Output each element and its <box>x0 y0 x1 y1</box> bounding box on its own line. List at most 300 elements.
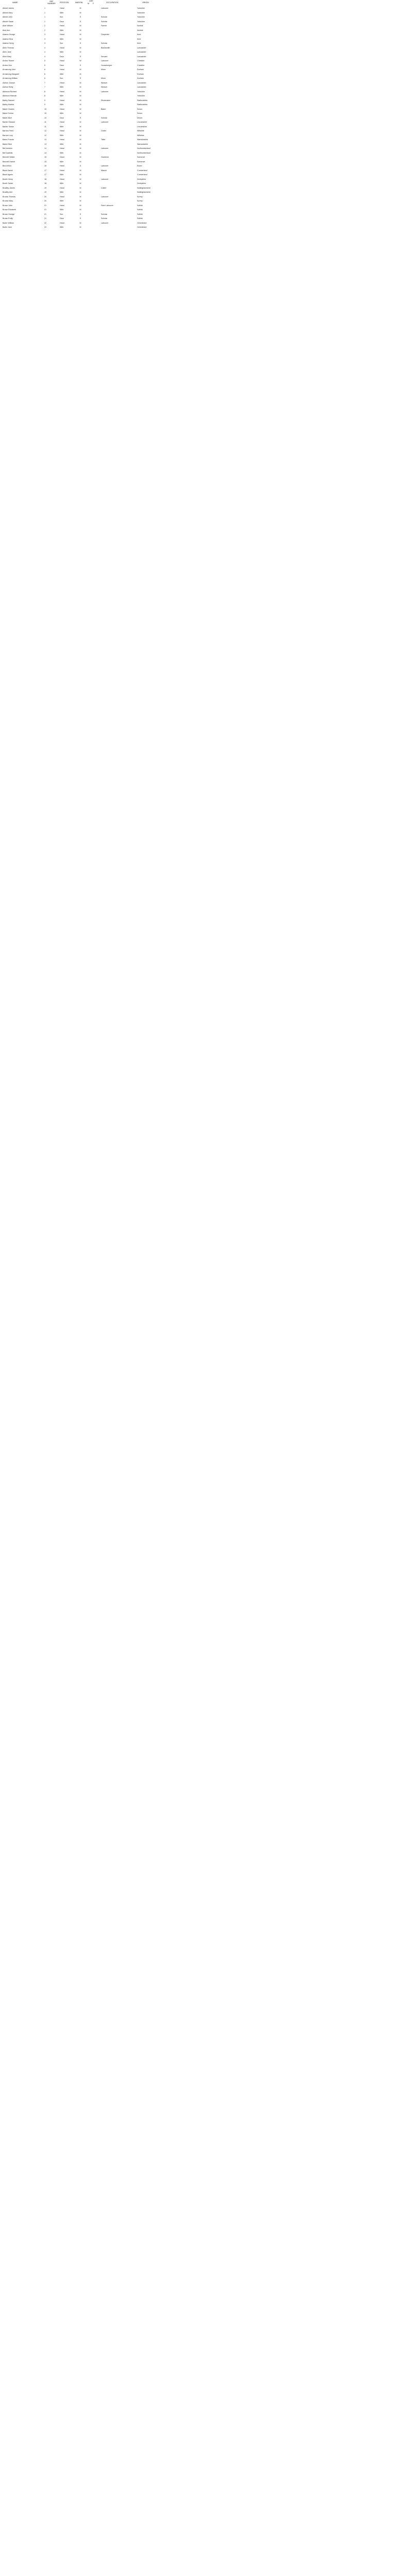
cell-origin: Devon <box>137 108 143 110</box>
cell-marital: M <box>79 38 81 40</box>
cell-origin: Essex <box>137 165 142 167</box>
cell-position: Wife <box>60 51 64 53</box>
cell-position: Head <box>60 222 64 224</box>
cell-marital: M <box>79 125 81 128</box>
header-age-m: M <box>88 3 89 5</box>
table-row <box>0 20 420 24</box>
cell-origin: Warwickshire <box>137 143 148 145</box>
cell-occupation: Scholar <box>101 16 108 18</box>
cell-origin: Northumberland <box>137 147 150 149</box>
table-row <box>0 85 420 90</box>
cell-marital: M <box>79 151 81 154</box>
cell-origin: Suffolk <box>137 213 143 215</box>
cell-marital: M <box>79 81 81 84</box>
cell-name: Brown John <box>3 204 12 207</box>
cell-name: Barker Susan <box>3 125 14 128</box>
cell-name: Bates Francis <box>3 139 14 141</box>
cell-ref: 12 <box>44 130 46 132</box>
cell-origin: Yorkshire <box>137 95 145 97</box>
cell-position: Son <box>60 42 63 44</box>
cell-ref: 11 <box>44 121 46 123</box>
cell-occupation: Labourer <box>101 90 109 93</box>
cell-occupation: Blacksmith <box>101 46 110 49</box>
cell-origin: Wiltshire <box>137 130 144 132</box>
cell-ref: 2 <box>44 29 45 31</box>
cell-name: Bell Andrew <box>3 147 12 149</box>
cell-name: Bradley James <box>3 187 15 189</box>
cell-origin: Durham <box>137 77 144 79</box>
cell-ref: 6 <box>44 73 45 75</box>
cell-marital: M <box>79 191 81 193</box>
cell-occupation: Scholar <box>101 20 108 23</box>
cell-position: Wife <box>60 174 64 176</box>
cell-marital: M <box>79 187 81 189</box>
cell-position: Wife <box>60 200 64 202</box>
cell-occupation: Labourer <box>101 7 109 9</box>
table-row <box>0 46 420 50</box>
cell-ref: 8 <box>44 90 45 93</box>
cell-marital: M <box>79 29 81 31</box>
cell-origin: Lancashire <box>137 86 146 88</box>
cell-position: Wife <box>60 143 64 145</box>
cell-marital: M <box>79 121 81 123</box>
cell-origin: Lancashire <box>137 81 146 84</box>
cell-marital: M <box>79 139 81 141</box>
cell-name: Butler William <box>3 222 14 224</box>
cell-position: Head <box>60 121 64 123</box>
cell-ref: 11 <box>44 125 46 128</box>
cell-ref: 15 <box>44 156 46 158</box>
cell-name: Bell Isabella <box>3 151 13 154</box>
table-row <box>0 94 420 98</box>
cell-marital: M <box>79 51 81 53</box>
cell-occupation: Labourer <box>101 147 109 149</box>
cell-name: Abbott Sarah <box>3 20 13 23</box>
cell-marital: M <box>79 25 81 27</box>
cell-occupation: Gardener <box>101 156 109 158</box>
cell-origin: Nottinghamshire <box>137 187 151 189</box>
cell-name: Bird Arthur <box>3 165 11 167</box>
cell-position: Wife <box>60 226 64 228</box>
table-row <box>0 133 420 138</box>
cell-origin: Warwickshire <box>137 139 148 141</box>
cell-ref: 10 <box>44 116 46 119</box>
table-row <box>0 103 420 107</box>
cell-ref: 21 <box>44 204 46 207</box>
cell-ref: 7 <box>44 81 45 84</box>
cell-marital: M <box>79 156 81 158</box>
cell-marital: M <box>79 86 81 88</box>
table-row <box>0 129 420 133</box>
cell-name: Armstrong Margaret <box>3 73 19 75</box>
cell-name: Abel Ann <box>3 29 10 31</box>
cell-origin: Devon <box>137 116 143 119</box>
table-row <box>0 76 420 81</box>
cell-name: Barnes Lucy <box>3 134 13 137</box>
cell-name: Abel William <box>3 25 13 27</box>
cell-origin: Nottinghamshire <box>137 191 151 193</box>
header-occupation: OCCUPATION <box>106 2 119 4</box>
cell-position: Head <box>60 147 64 149</box>
cell-position: Daur <box>60 55 64 58</box>
cell-ref: 18 <box>44 178 46 180</box>
cell-marital: S <box>79 42 81 44</box>
cell-marital: M <box>79 204 81 207</box>
cell-ref: 9 <box>44 99 45 101</box>
cell-origin: Oxfordshire <box>137 222 147 224</box>
cell-position: Head <box>60 178 64 180</box>
cell-marital: S <box>79 20 81 23</box>
cell-ref: 6 <box>44 69 45 71</box>
cell-name: Abbott James <box>3 7 14 9</box>
cell-name: Armstrong John <box>3 69 16 71</box>
table-row <box>0 81 420 86</box>
cell-ref: 20 <box>44 195 46 198</box>
cell-ref: 21 <box>44 213 46 215</box>
table-row <box>0 72 420 77</box>
cell-origin: Cheshire <box>137 60 145 62</box>
table-row <box>0 125 420 129</box>
cell-ref: 10 <box>44 108 46 110</box>
cell-ref: 8 <box>44 95 45 97</box>
cell-ref: 3 <box>44 38 45 40</box>
table-row <box>0 199 420 204</box>
cell-name: Armstrong William <box>3 77 18 79</box>
cell-marital: M <box>79 169 81 172</box>
cell-occupation: Labourer <box>101 60 109 62</box>
cell-occupation: Labourer <box>101 222 109 224</box>
table-row <box>0 204 420 208</box>
table-row <box>0 32 420 37</box>
table-row <box>0 168 420 173</box>
cell-ref: 13 <box>44 143 46 145</box>
cell-name: Booth Sarah <box>3 182 13 184</box>
cell-occupation: Weaver <box>101 86 108 88</box>
table-row <box>0 208 420 212</box>
table-row <box>0 146 420 151</box>
cell-position: Wife <box>60 29 64 31</box>
cell-origin: Somerset <box>137 160 145 163</box>
table-row <box>0 177 420 182</box>
cell-position: Wife <box>60 86 64 88</box>
table-row <box>0 90 420 94</box>
table-row <box>0 186 420 191</box>
cell-occupation: Baker <box>101 108 106 110</box>
cell-origin: Suffolk <box>137 204 143 207</box>
cell-position: Wife <box>60 182 64 184</box>
cell-marital: S <box>79 213 81 215</box>
cell-occupation: Scholar <box>101 42 108 44</box>
cell-name: Adams George <box>3 33 15 36</box>
cell-position: Wife <box>60 95 64 97</box>
cell-occupation: Carpenter <box>101 33 109 36</box>
cell-name: Black Daniel <box>3 169 13 172</box>
cell-name: Abbott Mary <box>3 11 13 14</box>
cell-name: Brown Emily <box>3 217 13 219</box>
cell-origin: Staffordshire <box>137 104 148 106</box>
cell-position: Head <box>60 204 64 207</box>
table-row <box>0 6 420 11</box>
table-row <box>0 63 420 68</box>
cell-origin: Lincolnshire <box>137 125 147 128</box>
table-row <box>0 41 420 46</box>
table-row <box>0 181 420 186</box>
cell-name: Ashton Betty <box>3 86 13 88</box>
cell-name: Bailey Martha <box>3 104 14 106</box>
cell-ref: 12 <box>44 134 46 137</box>
table-row <box>0 216 420 221</box>
cell-ref: 1 <box>44 11 45 14</box>
cell-position: Head <box>60 156 64 158</box>
cell-origin: Yorkshire <box>137 20 145 23</box>
header-age-f: F <box>93 3 94 5</box>
cell-marital: S <box>79 217 81 219</box>
cell-ref: 1 <box>44 7 45 9</box>
cell-marital: W <box>79 60 81 62</box>
table-row <box>0 164 420 168</box>
cell-name: Atkinson Richard <box>3 90 17 93</box>
cell-origin: Kent <box>137 38 141 40</box>
cell-marital: M <box>79 95 81 97</box>
cell-occupation: Mason <box>101 169 107 172</box>
cell-marital: S <box>79 165 81 167</box>
table-row <box>0 67 420 72</box>
table-row <box>0 37 420 42</box>
cell-occupation: Labourer <box>101 121 109 123</box>
cell-name: Brown George <box>3 213 15 215</box>
cell-ref: 18 <box>44 182 46 184</box>
cell-position: Head <box>60 69 64 71</box>
cell-position: Head <box>60 33 64 36</box>
cell-ref: 17 <box>44 169 46 172</box>
cell-marital: S <box>79 55 81 58</box>
cell-position: Head <box>60 169 64 172</box>
cell-occupation: Labourer <box>101 195 109 198</box>
cell-ref: 4 <box>44 51 45 53</box>
cell-ref: 20 <box>44 200 46 202</box>
cell-ref: 19 <box>44 191 46 193</box>
table-row <box>0 138 420 142</box>
cell-marital: M <box>79 104 81 106</box>
cell-name: Allen Mary <box>3 55 11 58</box>
cell-name: Bates Ellen <box>3 143 12 145</box>
cell-origin: Staffordshire <box>137 99 148 101</box>
cell-ref: 2 <box>44 25 45 27</box>
cell-ref: 16 <box>44 165 46 167</box>
cell-ref: 1 <box>44 16 45 18</box>
cell-name: Barnes Peter <box>3 130 13 132</box>
cell-name: Barker Edward <box>3 121 15 123</box>
cell-occupation: Housekeeper <box>101 64 112 66</box>
cell-name: Brooks Mary <box>3 200 13 202</box>
cell-origin: Yorkshire <box>137 16 145 18</box>
cell-ref: 6 <box>44 77 45 79</box>
table-row <box>0 107 420 112</box>
cell-position: Wife <box>60 73 64 75</box>
table-row <box>0 160 420 164</box>
table-row <box>0 98 420 103</box>
table-row <box>0 142 420 147</box>
cell-marital: M <box>79 195 81 198</box>
cell-occupation: Scholar <box>101 213 108 215</box>
cell-position: Son <box>60 77 63 79</box>
cell-ref: 4 <box>44 55 45 58</box>
cell-marital: M <box>79 90 81 93</box>
cell-origin: Derbyshire <box>137 182 146 184</box>
cell-position: Head <box>60 165 64 167</box>
cell-occupation: Miner <box>101 69 106 71</box>
cell-ref: 3 <box>44 33 45 36</box>
cell-marital: M <box>79 174 81 176</box>
cell-marital: M <box>79 112 81 114</box>
header-marital: MARITAL <box>75 2 83 4</box>
cell-ref: 7 <box>44 86 45 88</box>
cell-origin: Cumberland <box>137 174 147 176</box>
cell-position: Son <box>60 213 63 215</box>
cell-position: Wife <box>60 11 64 14</box>
cell-origin: Durham <box>137 73 144 75</box>
cell-marital: M <box>79 69 81 71</box>
cell-marital: M <box>79 209 81 211</box>
cell-occupation: Shoemaker <box>101 99 111 101</box>
cell-position: Head <box>60 60 64 62</box>
cell-name: Allen Jane <box>3 51 11 53</box>
cell-name: Bennett Harriet <box>3 160 15 163</box>
cell-position: Head <box>60 46 64 49</box>
table-row <box>0 173 420 177</box>
cell-occupation: Tailor <box>101 139 106 141</box>
cell-marital: M <box>79 182 81 184</box>
cell-ref: 14 <box>44 151 46 154</box>
cell-origin: Surrey <box>137 200 143 202</box>
cell-origin: Lancashire <box>137 55 146 58</box>
cell-origin: Durham <box>137 69 144 71</box>
cell-position: Wife <box>60 112 64 114</box>
cell-name: Bennett Walter <box>3 156 15 158</box>
cell-origin: Surrey <box>137 195 143 198</box>
cell-occupation: Servant <box>101 55 108 58</box>
cell-origin: Kent <box>137 33 141 36</box>
table-row <box>0 151 420 156</box>
cell-origin: Derbyshire <box>137 178 146 180</box>
cell-ref: 5 <box>44 60 45 62</box>
cell-marital: M <box>79 73 81 75</box>
table-row <box>0 195 420 199</box>
table-row <box>0 221 420 226</box>
cell-name: Archer Ann <box>3 64 12 66</box>
cell-ref: 21 <box>44 209 46 211</box>
cell-name: Baker Alice <box>3 116 12 119</box>
cell-origin: Lincolnshire <box>137 121 147 123</box>
table-row <box>0 190 420 195</box>
cell-name: Bailey Samuel <box>3 99 14 101</box>
cell-ref: 13 <box>44 139 46 141</box>
cell-occupation: Farm Labourer <box>101 204 113 207</box>
cell-name: Atkinson Hannah <box>3 95 17 97</box>
cell-marital: M <box>79 33 81 36</box>
cell-marital: M <box>79 108 81 110</box>
cell-marital: S <box>79 64 81 66</box>
cell-name: Abbott John <box>3 16 13 18</box>
cell-origin: Kent <box>137 42 141 44</box>
cell-origin: Somerset <box>137 156 145 158</box>
cell-name: Black Agnes <box>3 174 13 176</box>
cell-marital: S <box>79 16 81 18</box>
cell-occupation: Collier <box>101 187 107 189</box>
table-row <box>0 15 420 20</box>
cell-marital: M <box>79 130 81 132</box>
cell-position: Wife <box>60 125 64 128</box>
cell-ref: 17 <box>44 174 46 176</box>
cell-name: Adams Henry <box>3 42 14 44</box>
cell-position: Head <box>60 139 64 141</box>
cell-position: Son <box>60 16 63 18</box>
cell-ref: 5 <box>44 64 45 66</box>
cell-name: Baker Emma <box>3 112 13 114</box>
cell-position: Head <box>60 90 64 93</box>
cell-position: Wife <box>60 151 64 154</box>
cell-marital: M <box>79 7 81 9</box>
cell-position: Wife <box>60 209 64 211</box>
header-position: POSITION <box>60 2 69 4</box>
cell-ref: 21 <box>44 217 46 219</box>
table-row <box>0 59 420 63</box>
cell-position: Daur <box>60 217 64 219</box>
cell-occupation: Farmer <box>101 25 107 27</box>
cell-name: Bradley Ann <box>3 191 13 193</box>
cell-origin: Lancashire <box>137 51 146 53</box>
cell-position: Wife <box>60 104 64 106</box>
cell-marital: M <box>79 99 81 101</box>
cell-position: Daur <box>60 20 64 23</box>
header-origin: ORIGIN <box>142 2 149 4</box>
cell-origin: Devon <box>137 112 143 114</box>
table-row <box>0 155 420 160</box>
cell-name: Booth Henry <box>3 178 13 180</box>
cell-ref: 1 <box>44 20 45 23</box>
cell-ref: 19 <box>44 187 46 189</box>
cell-occupation: Scholar <box>101 116 108 119</box>
cell-origin: Cumberland <box>137 169 147 172</box>
cell-position: Daur <box>60 116 64 119</box>
table-row <box>0 24 420 28</box>
cell-origin: Northumberland <box>137 151 150 154</box>
cell-marital: M <box>79 11 81 14</box>
cell-origin: Yorkshire <box>137 90 145 93</box>
cell-name: Allen Thomas <box>3 46 14 49</box>
cell-marital: M <box>79 134 81 137</box>
cell-name: Archer Robert <box>3 60 14 62</box>
table-row <box>0 116 420 121</box>
cell-ref: 22 <box>44 222 46 224</box>
cell-name: Brooks Thomas <box>3 195 16 198</box>
cell-origin: Wiltshire <box>137 134 144 137</box>
cell-origin: Yorkshire <box>137 7 145 9</box>
header-ref: REF <box>49 1 54 3</box>
cell-position: Head <box>60 187 64 189</box>
cell-origin: Oxfordshire <box>137 226 147 228</box>
table-row <box>0 55 420 59</box>
cell-name: Baker Charles <box>3 108 14 110</box>
cell-origin: Yorkshire <box>137 11 145 14</box>
cell-position: Head <box>60 25 64 27</box>
cell-ref: 10 <box>44 112 46 114</box>
cell-ref: 4 <box>44 46 45 49</box>
cell-marital: M <box>79 226 81 228</box>
cell-position: Head <box>60 99 64 101</box>
cell-ref: 15 <box>44 160 46 163</box>
cell-origin: Suffolk <box>137 209 143 211</box>
